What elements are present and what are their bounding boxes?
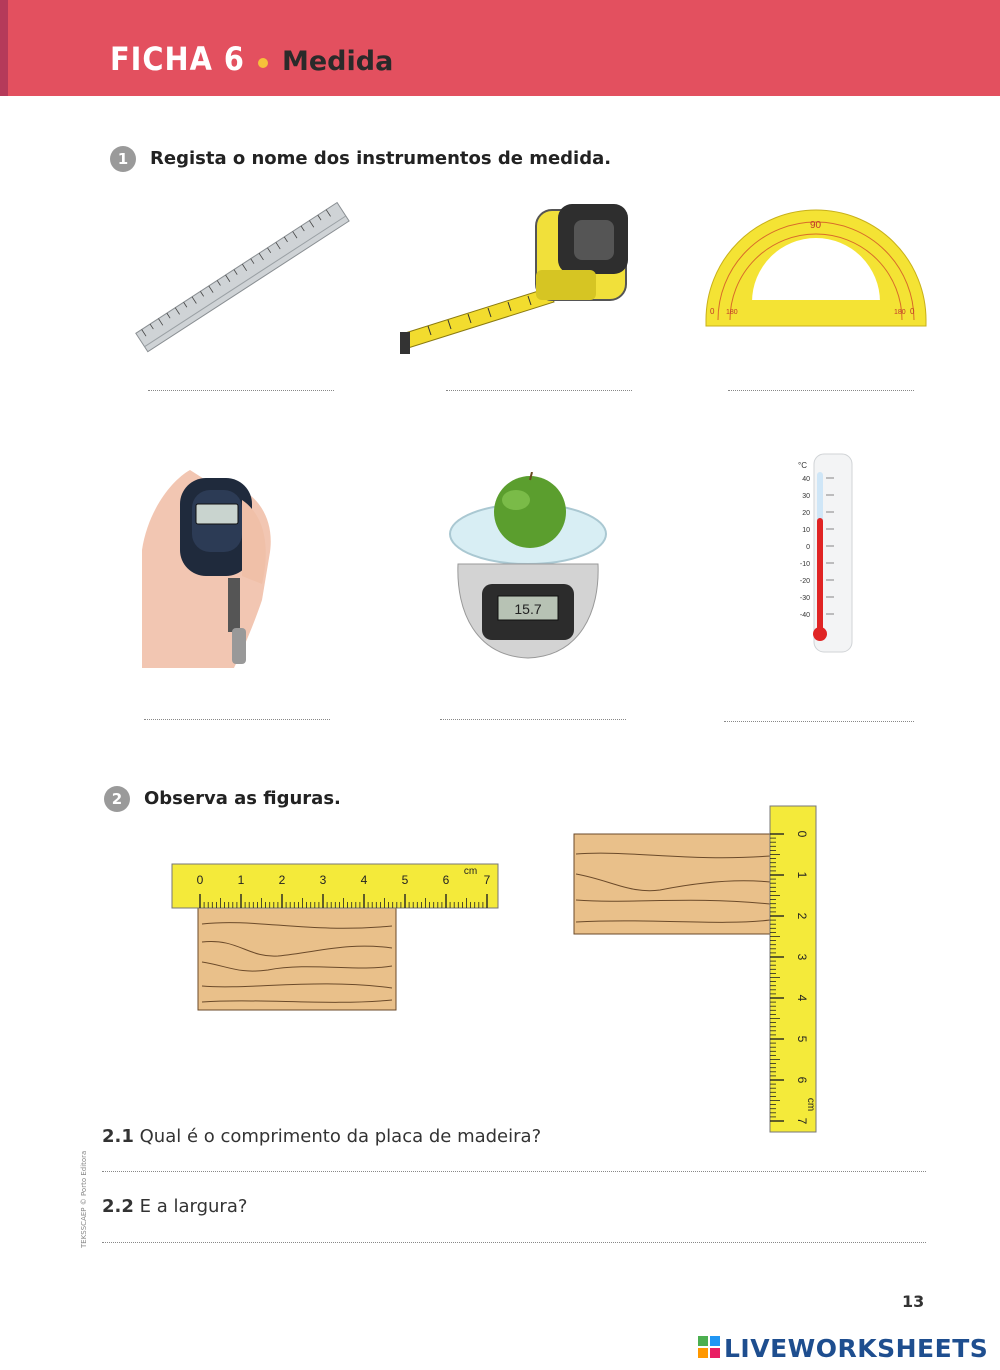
answer-line-stopwatch[interactable] [144, 719, 330, 720]
answer-line-tape-measure[interactable] [446, 390, 632, 391]
page-number: 13 [902, 1292, 925, 1311]
brand-name: LIVEWORKSHEETS [724, 1334, 989, 1363]
question-1-text: Regista o nome dos instrumentos de medida. [150, 148, 612, 169]
answer-line-protractor[interactable] [728, 390, 914, 391]
wood-plank-width-figure [570, 804, 820, 1136]
ruler-v-label: 2 [795, 912, 809, 920]
tape-measure-icon [398, 200, 633, 360]
answer-line-2-2[interactable] [102, 1242, 926, 1243]
stopwatch-icon [142, 460, 274, 670]
ruler-h-label: 4 [360, 873, 368, 887]
publisher-credit: TEKSSCAEP © Porto Editora [80, 1150, 88, 1248]
kitchen-scale-icon [446, 472, 610, 664]
thermometer-tick-label: 10 [802, 527, 810, 534]
answer-line-ruler[interactable] [148, 390, 334, 391]
ruler-icon [128, 198, 358, 358]
question-1-badge: 1 [110, 146, 136, 172]
liveworksheets-logo-icon [698, 1336, 720, 1358]
scale-display-text: 15.7 [514, 601, 542, 617]
ruler-h-label: 5 [401, 873, 409, 887]
answer-line-thermometer[interactable] [724, 721, 914, 722]
answer-line-2-1[interactable] [102, 1171, 926, 1172]
ruler-h-label: 0 [196, 873, 204, 887]
thermometer-tick-label: -40 [799, 612, 810, 619]
thermometer-tick-label: 30 [802, 493, 810, 500]
page-title: FICHA 6 [110, 40, 245, 78]
question-2-1 [102, 1126, 541, 1147]
ruler-v-label: 6 [795, 1076, 809, 1084]
ruler-v-label: 7 [795, 1117, 809, 1125]
wood-plank-length-figure [168, 862, 502, 1014]
thermometer-tick-label: -30 [799, 595, 810, 602]
title-separator-dot [258, 58, 268, 68]
ruler-h-label: 6 [442, 873, 450, 887]
page-subtitle: Medida [282, 46, 394, 77]
ruler-h-label: 3 [319, 873, 327, 887]
thermometer-tick-label: -10 [799, 561, 810, 568]
svg-text:0: 0 [710, 307, 715, 316]
svg-text:90: 90 [810, 220, 822, 231]
thermometer-tick-label: 0 [806, 544, 810, 551]
ruler-h-label: 2 [278, 873, 286, 887]
question-2-2 [102, 1196, 247, 1217]
header-accent [0, 0, 8, 96]
svg-text:0: 0 [910, 307, 915, 316]
svg-text:180: 180 [726, 309, 738, 316]
question-2-2-number: 2.2 [102, 1196, 134, 1217]
question-2-text: Observa as figuras. [144, 788, 341, 809]
question-2-1-number: 2.1 [102, 1126, 134, 1147]
ruler-h-label: 1 [237, 873, 245, 887]
ruler-v-label: 4 [795, 994, 809, 1002]
thermometer-icon [784, 452, 856, 656]
ruler-v-label: 3 [795, 953, 809, 961]
question-2-2-text: E a largura? [139, 1196, 248, 1217]
ruler-v-label: 1 [795, 871, 809, 879]
thermometer-tick-label: 40 [802, 476, 810, 483]
question-2-badge: 2 [104, 786, 130, 812]
question-2-1-text: Qual é o comprimento da placa de madeira? [139, 1126, 542, 1147]
ruler-v-unit: cm [805, 1097, 816, 1112]
thermometer-tick-label: 20 [802, 510, 810, 517]
ruler-h-label: 7 [483, 873, 491, 887]
protractor-icon [702, 196, 930, 330]
ruler-v-label: 5 [795, 1035, 809, 1043]
thermometer-unit: °C [798, 461, 807, 470]
ruler-h-unit: cm [463, 866, 478, 877]
answer-line-scale[interactable] [440, 719, 626, 720]
ruler-v-label: 0 [795, 830, 809, 838]
thermometer-tick-label: -20 [799, 578, 810, 585]
svg-text:180: 180 [894, 309, 906, 316]
